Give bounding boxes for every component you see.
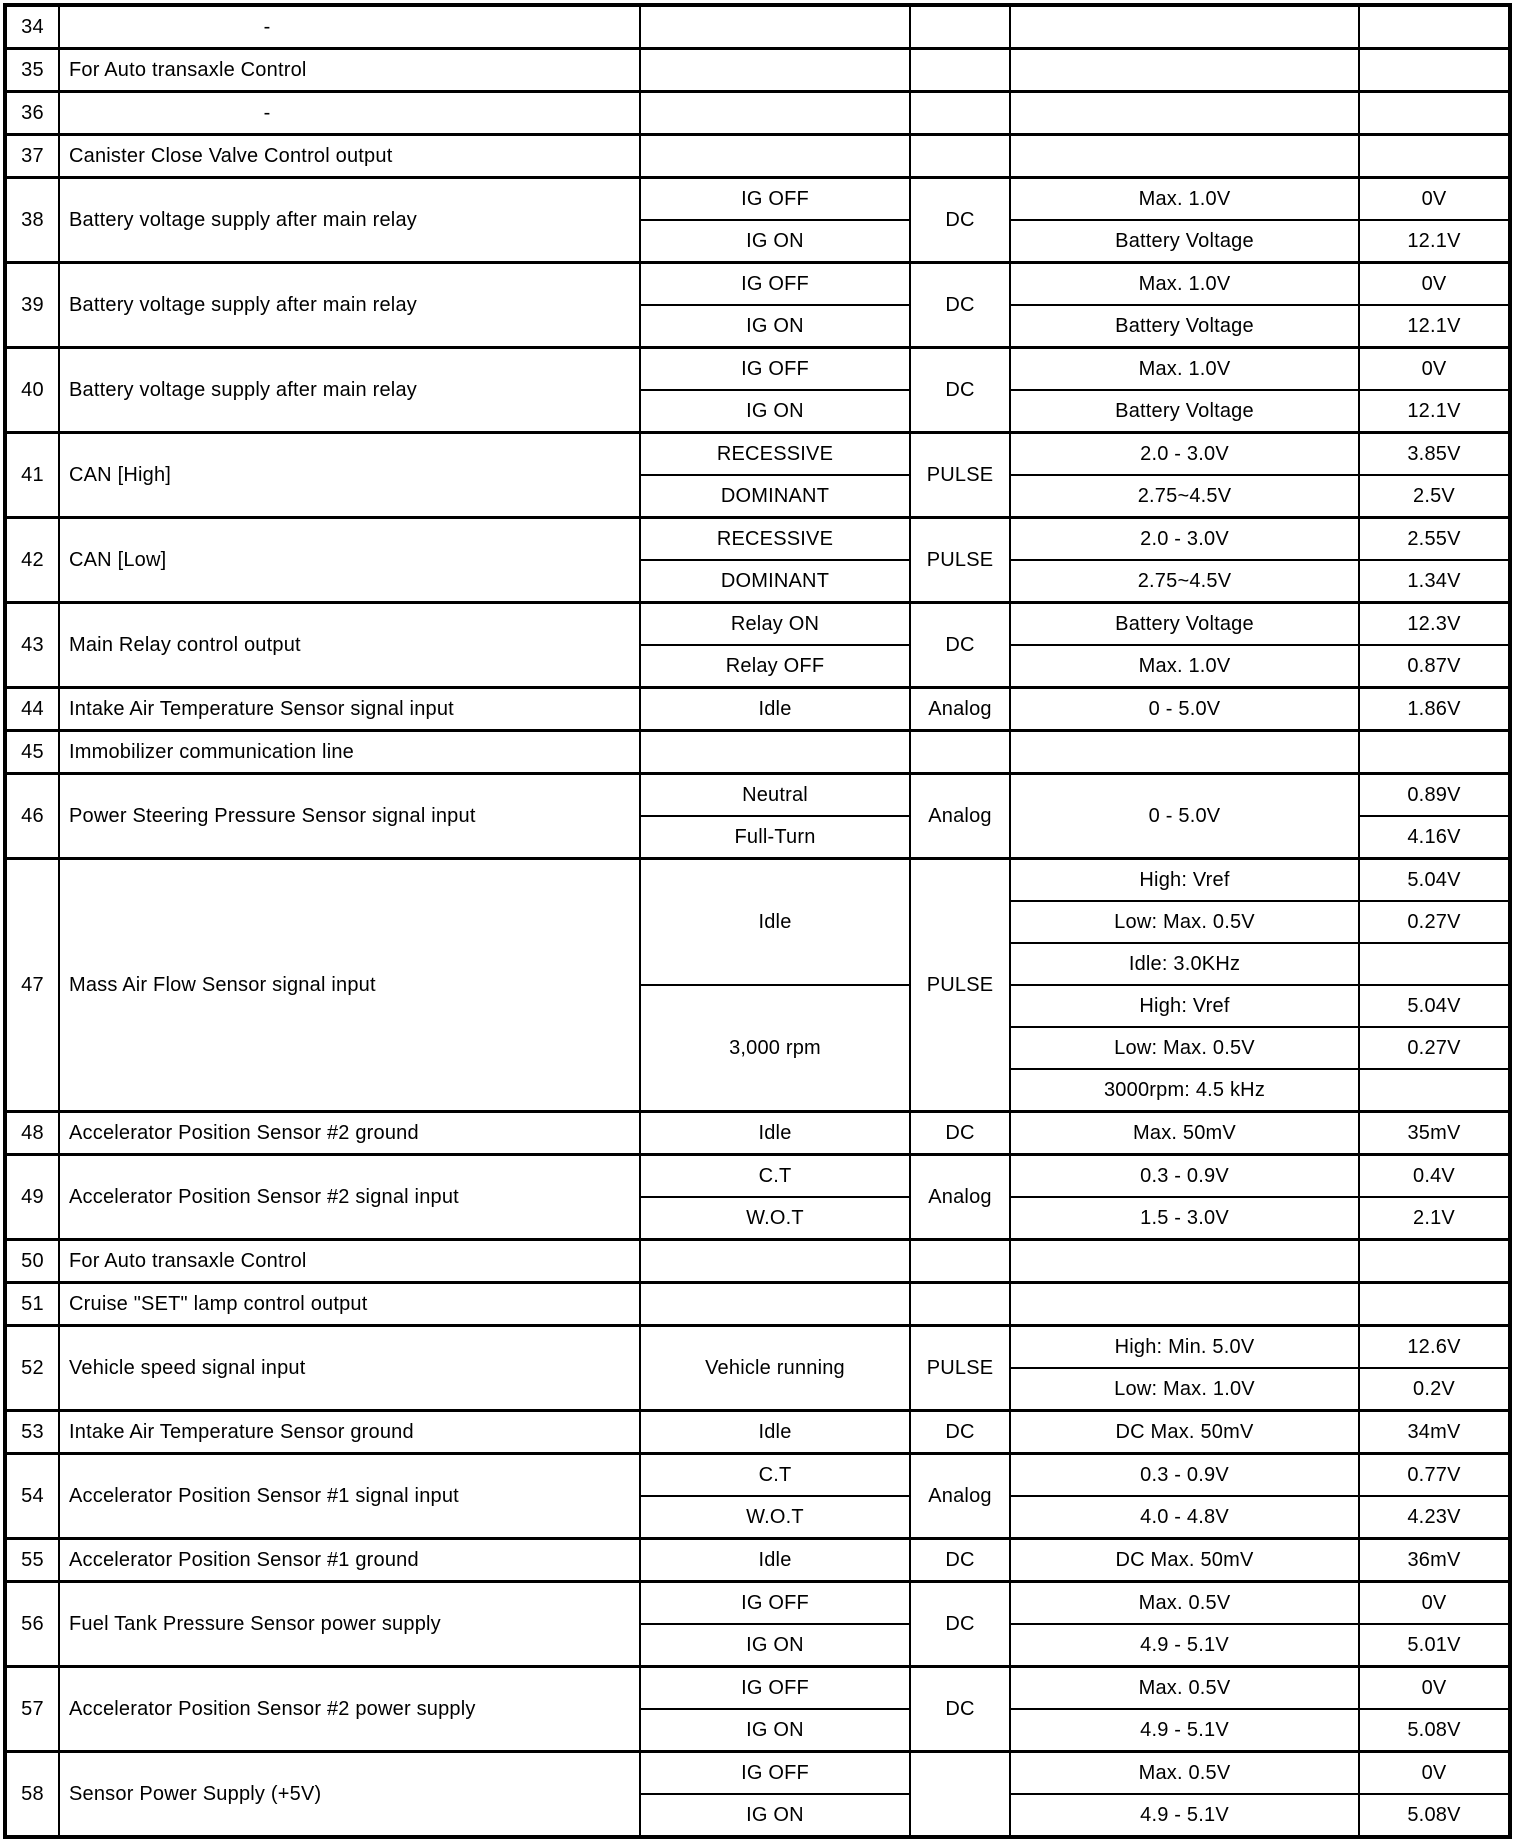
description-cell: Accelerator Position Sensor #2 ground bbox=[59, 1112, 640, 1155]
spec-cell: 0.3 - 0.9V bbox=[1010, 1155, 1359, 1198]
condition-cell bbox=[640, 135, 910, 178]
type-cell: PULSE bbox=[910, 1326, 1010, 1411]
pin-cell: 58 bbox=[5, 1752, 59, 1838]
measured-cell: 0V bbox=[1359, 1752, 1510, 1795]
description-cell: Mass Air Flow Sensor signal input bbox=[59, 859, 640, 1112]
table-row bbox=[5, 1326, 1510, 1369]
type-cell: Analog bbox=[910, 1454, 1010, 1539]
condition-cell: 3,000 rpm bbox=[640, 985, 910, 1112]
condition-cell: Idle bbox=[640, 1539, 910, 1582]
spec-cell: 4.9 - 5.1V bbox=[1010, 1709, 1359, 1752]
spec-cell bbox=[1010, 135, 1359, 178]
measured-cell: 5.08V bbox=[1359, 1794, 1510, 1837]
description-cell: - bbox=[59, 5, 640, 49]
condition-cell bbox=[640, 49, 910, 92]
measured-cell: 12.1V bbox=[1359, 220, 1510, 263]
condition-cell: IG ON bbox=[640, 1794, 910, 1837]
type-cell bbox=[910, 5, 1010, 49]
table-row bbox=[5, 859, 1510, 902]
pin-cell: 49 bbox=[5, 1155, 59, 1240]
table-row bbox=[5, 348, 1510, 391]
pin-cell: 53 bbox=[5, 1411, 59, 1454]
measured-cell: 0V bbox=[1359, 1667, 1510, 1710]
measured-cell: 12.1V bbox=[1359, 305, 1510, 348]
type-cell: PULSE bbox=[910, 433, 1010, 518]
condition-cell: Idle bbox=[640, 1112, 910, 1155]
spec-cell: Battery Voltage bbox=[1010, 220, 1359, 263]
description-cell: Accelerator Position Sensor #1 signal input bbox=[59, 1454, 640, 1539]
pin-cell: 50 bbox=[5, 1240, 59, 1283]
measured-cell: 0V bbox=[1359, 348, 1510, 391]
spec-cell: 0.3 - 0.9V bbox=[1010, 1454, 1359, 1497]
description-cell: Battery voltage supply after main relay bbox=[59, 178, 640, 263]
condition-cell bbox=[640, 731, 910, 774]
description-cell: - bbox=[59, 92, 640, 135]
type-cell: PULSE bbox=[910, 518, 1010, 603]
spec-cell: 4.0 - 4.8V bbox=[1010, 1496, 1359, 1539]
condition-cell: IG ON bbox=[640, 1709, 910, 1752]
spec-cell: Max. 1.0V bbox=[1010, 645, 1359, 688]
measured-cell: 0.87V bbox=[1359, 645, 1510, 688]
measured-cell: 5.08V bbox=[1359, 1709, 1510, 1752]
table-row bbox=[5, 1539, 1510, 1582]
description-cell: Power Steering Pressure Sensor signal input bbox=[59, 774, 640, 859]
type-cell: Analog bbox=[910, 774, 1010, 859]
condition-cell: IG OFF bbox=[640, 1667, 910, 1710]
spec-cell: Idle: 3.0KHz bbox=[1010, 943, 1359, 985]
condition-cell: DOMINANT bbox=[640, 475, 910, 518]
pin-cell: 54 bbox=[5, 1454, 59, 1539]
measured-cell: 12.1V bbox=[1359, 390, 1510, 433]
condition-cell: Relay OFF bbox=[640, 645, 910, 688]
spec-cell: DC Max. 50mV bbox=[1010, 1539, 1359, 1582]
measured-cell: 2.5V bbox=[1359, 475, 1510, 518]
measured-cell bbox=[1359, 1283, 1510, 1326]
pin-cell: 48 bbox=[5, 1112, 59, 1155]
condition-cell: RECESSIVE bbox=[640, 518, 910, 561]
description-cell: Accelerator Position Sensor #2 power supply bbox=[59, 1667, 640, 1752]
description-cell: Immobilizer communication line bbox=[59, 731, 640, 774]
measured-cell bbox=[1359, 1240, 1510, 1283]
spec-cell: 3000rpm: 4.5 kHz bbox=[1010, 1069, 1359, 1112]
spec-cell: 1.5 - 3.0V bbox=[1010, 1197, 1359, 1240]
description-cell: Accelerator Position Sensor #2 signal input bbox=[59, 1155, 640, 1240]
pin-cell: 39 bbox=[5, 263, 59, 348]
spec-cell: Max. 0.5V bbox=[1010, 1582, 1359, 1625]
condition-cell: Idle bbox=[640, 688, 910, 731]
spec-cell: Max. 0.5V bbox=[1010, 1667, 1359, 1710]
spec-cell: Max. 1.0V bbox=[1010, 263, 1359, 306]
table-row bbox=[5, 1240, 1510, 1283]
spec-cell bbox=[1010, 49, 1359, 92]
table-row bbox=[5, 1411, 1510, 1454]
condition-cell: C.T bbox=[640, 1454, 910, 1497]
spec-cell: Max. 1.0V bbox=[1010, 178, 1359, 221]
measured-cell: 0.4V bbox=[1359, 1155, 1510, 1198]
pin-cell: 34 bbox=[5, 5, 59, 49]
measured-cell: 34mV bbox=[1359, 1411, 1510, 1454]
spec-cell: DC Max. 50mV bbox=[1010, 1411, 1359, 1454]
measured-cell: 0.77V bbox=[1359, 1454, 1510, 1497]
measured-cell bbox=[1359, 92, 1510, 135]
measured-cell bbox=[1359, 5, 1510, 49]
measured-cell: 12.3V bbox=[1359, 603, 1510, 646]
pin-cell: 55 bbox=[5, 1539, 59, 1582]
measured-cell: 12.6V bbox=[1359, 1326, 1510, 1369]
measured-cell bbox=[1359, 135, 1510, 178]
spec-cell: Low: Max. 0.5V bbox=[1010, 1027, 1359, 1069]
description-cell: Fuel Tank Pressure Sensor power supply bbox=[59, 1582, 640, 1667]
table-row bbox=[5, 1582, 1510, 1625]
condition-cell: IG ON bbox=[640, 305, 910, 348]
measured-cell: 35mV bbox=[1359, 1112, 1510, 1155]
measured-cell: 3.85V bbox=[1359, 433, 1510, 476]
condition-cell: IG OFF bbox=[640, 1752, 910, 1795]
pin-cell: 35 bbox=[5, 49, 59, 92]
measured-cell: 4.16V bbox=[1359, 816, 1510, 859]
type-cell: DC bbox=[910, 178, 1010, 263]
condition-cell bbox=[640, 92, 910, 135]
description-cell: Canister Close Valve Control output bbox=[59, 135, 640, 178]
spec-cell: 2.75~4.5V bbox=[1010, 475, 1359, 518]
type-cell: DC bbox=[910, 603, 1010, 688]
table-row bbox=[5, 1454, 1510, 1497]
spec-cell: 2.0 - 3.0V bbox=[1010, 433, 1359, 476]
condition-cell: RECESSIVE bbox=[640, 433, 910, 476]
description-cell: CAN [Low] bbox=[59, 518, 640, 603]
spec-cell: Low: Max. 1.0V bbox=[1010, 1368, 1359, 1411]
table-row bbox=[5, 731, 1510, 774]
condition-cell: Vehicle running bbox=[640, 1326, 910, 1411]
table-row bbox=[5, 263, 1510, 306]
pin-cell: 36 bbox=[5, 92, 59, 135]
spec-cell: Max. 50mV bbox=[1010, 1112, 1359, 1155]
type-cell bbox=[910, 1240, 1010, 1283]
type-cell: DC bbox=[910, 263, 1010, 348]
table-row bbox=[5, 49, 1510, 92]
table-row bbox=[5, 774, 1510, 817]
pin-cell: 42 bbox=[5, 518, 59, 603]
condition-cell bbox=[640, 1283, 910, 1326]
description-cell: Sensor Power Supply (+5V) bbox=[59, 1752, 640, 1838]
condition-cell: Relay ON bbox=[640, 603, 910, 646]
pin-cell: 43 bbox=[5, 603, 59, 688]
condition-cell bbox=[640, 1240, 910, 1283]
pin-cell: 56 bbox=[5, 1582, 59, 1667]
table-row bbox=[5, 178, 1510, 221]
description-cell: Battery voltage supply after main relay bbox=[59, 348, 640, 433]
measured-cell: 36mV bbox=[1359, 1539, 1510, 1582]
measured-cell: 0.2V bbox=[1359, 1368, 1510, 1411]
measured-cell: 2.1V bbox=[1359, 1197, 1510, 1240]
measured-cell: 1.86V bbox=[1359, 688, 1510, 731]
spec-cell bbox=[1010, 1240, 1359, 1283]
table-row bbox=[5, 5, 1510, 49]
spec-cell: High: Min. 5.0V bbox=[1010, 1326, 1359, 1369]
scanned-manual-page bbox=[0, 3, 1520, 1837]
table-row bbox=[5, 1283, 1510, 1326]
measured-cell: 5.04V bbox=[1359, 985, 1510, 1027]
condition-cell: C.T bbox=[640, 1155, 910, 1198]
measured-cell: 0.27V bbox=[1359, 901, 1510, 943]
pin-cell: 52 bbox=[5, 1326, 59, 1411]
spec-cell: 2.75~4.5V bbox=[1010, 560, 1359, 603]
condition-cell: IG OFF bbox=[640, 348, 910, 391]
type-cell bbox=[910, 1283, 1010, 1326]
measured-cell: 5.01V bbox=[1359, 1624, 1510, 1667]
table-row bbox=[5, 1112, 1510, 1155]
type-cell bbox=[910, 49, 1010, 92]
description-cell: Main Relay control output bbox=[59, 603, 640, 688]
spec-cell: 4.9 - 5.1V bbox=[1010, 1624, 1359, 1667]
condition-cell bbox=[640, 5, 910, 49]
description-cell: Intake Air Temperature Sensor ground bbox=[59, 1411, 640, 1454]
description-cell: Battery voltage supply after main relay bbox=[59, 263, 640, 348]
type-cell: DC bbox=[910, 1539, 1010, 1582]
condition-cell: W.O.T bbox=[640, 1496, 910, 1539]
condition-cell: IG ON bbox=[640, 220, 910, 263]
table-row bbox=[5, 135, 1510, 178]
type-cell bbox=[910, 92, 1010, 135]
spec-cell bbox=[1010, 731, 1359, 774]
condition-cell: DOMINANT bbox=[640, 560, 910, 603]
measured-cell bbox=[1359, 731, 1510, 774]
type-cell: Analog bbox=[910, 688, 1010, 731]
condition-cell: W.O.T bbox=[640, 1197, 910, 1240]
spec-cell: Max. 1.0V bbox=[1010, 348, 1359, 391]
table-row bbox=[5, 1667, 1510, 1710]
description-cell: Intake Air Temperature Sensor signal input bbox=[59, 688, 640, 731]
table-row bbox=[5, 1155, 1510, 1198]
description-cell: Cruise "SET" lamp control output bbox=[59, 1283, 640, 1326]
description-cell: Vehicle speed signal input bbox=[59, 1326, 640, 1411]
measured-cell: 1.34V bbox=[1359, 560, 1510, 603]
condition-cell: IG OFF bbox=[640, 1582, 910, 1625]
table-row bbox=[5, 688, 1510, 731]
spec-cell: Battery Voltage bbox=[1010, 390, 1359, 433]
table-row bbox=[5, 518, 1510, 561]
pin-cell: 37 bbox=[5, 135, 59, 178]
pin-cell: 45 bbox=[5, 731, 59, 774]
spec-cell bbox=[1010, 92, 1359, 135]
measured-cell: 0.89V bbox=[1359, 774, 1510, 817]
type-cell: Analog bbox=[910, 1155, 1010, 1240]
spec-cell bbox=[1010, 5, 1359, 49]
spec-cell: Battery Voltage bbox=[1010, 603, 1359, 646]
measured-cell bbox=[1359, 1069, 1510, 1112]
spec-cell: 0 - 5.0V bbox=[1010, 774, 1359, 859]
type-cell: PULSE bbox=[910, 859, 1010, 1112]
pin-cell: 46 bbox=[5, 774, 59, 859]
spec-cell: 4.9 - 5.1V bbox=[1010, 1794, 1359, 1837]
spec-cell: Low: Max. 0.5V bbox=[1010, 901, 1359, 943]
table-row bbox=[5, 603, 1510, 646]
condition-cell: IG OFF bbox=[640, 263, 910, 306]
pin-cell: 38 bbox=[5, 178, 59, 263]
condition-cell: Neutral bbox=[640, 774, 910, 817]
measured-cell bbox=[1359, 943, 1510, 985]
type-cell: DC bbox=[910, 1667, 1010, 1752]
spec-cell: Battery Voltage bbox=[1010, 305, 1359, 348]
measured-cell: 0.27V bbox=[1359, 1027, 1510, 1069]
pin-cell: 41 bbox=[5, 433, 59, 518]
type-cell: DC bbox=[910, 348, 1010, 433]
spec-cell: 2.0 - 3.0V bbox=[1010, 518, 1359, 561]
description-cell: For Auto transaxle Control bbox=[59, 1240, 640, 1283]
ecu-pin-voltage-table bbox=[3, 3, 1512, 1839]
type-cell bbox=[910, 731, 1010, 774]
pin-cell: 47 bbox=[5, 859, 59, 1112]
measured-cell: 4.23V bbox=[1359, 1496, 1510, 1539]
measured-cell: 0V bbox=[1359, 1582, 1510, 1625]
measured-cell: 5.04V bbox=[1359, 859, 1510, 902]
table-row bbox=[5, 1752, 1510, 1795]
measured-cell bbox=[1359, 49, 1510, 92]
condition-cell: Idle bbox=[640, 1411, 910, 1454]
spec-cell bbox=[1010, 1283, 1359, 1326]
spec-cell: High: Vref bbox=[1010, 985, 1359, 1027]
condition-cell: Idle bbox=[640, 859, 910, 986]
measured-cell: 0V bbox=[1359, 263, 1510, 306]
type-cell: DC bbox=[910, 1112, 1010, 1155]
measured-cell: 2.55V bbox=[1359, 518, 1510, 561]
type-cell: DC bbox=[910, 1411, 1010, 1454]
spec-cell: Max. 0.5V bbox=[1010, 1752, 1359, 1795]
description-cell: For Auto transaxle Control bbox=[59, 49, 640, 92]
pin-cell: 57 bbox=[5, 1667, 59, 1752]
description-cell: Accelerator Position Sensor #1 ground bbox=[59, 1539, 640, 1582]
spec-cell: 0 - 5.0V bbox=[1010, 688, 1359, 731]
spec-cell: High: Vref bbox=[1010, 859, 1359, 902]
pin-cell: 51 bbox=[5, 1283, 59, 1326]
type-cell bbox=[910, 1752, 1010, 1838]
condition-cell: IG ON bbox=[640, 1624, 910, 1667]
pin-cell: 44 bbox=[5, 688, 59, 731]
measured-cell: 0V bbox=[1359, 178, 1510, 221]
condition-cell: IG ON bbox=[640, 390, 910, 433]
table-row bbox=[5, 92, 1510, 135]
pin-cell: 40 bbox=[5, 348, 59, 433]
condition-cell: IG OFF bbox=[640, 178, 910, 221]
type-cell bbox=[910, 135, 1010, 178]
table-row bbox=[5, 433, 1510, 476]
condition-cell: Full-Turn bbox=[640, 816, 910, 859]
type-cell: DC bbox=[910, 1582, 1010, 1667]
description-cell: CAN [High] bbox=[59, 433, 640, 518]
